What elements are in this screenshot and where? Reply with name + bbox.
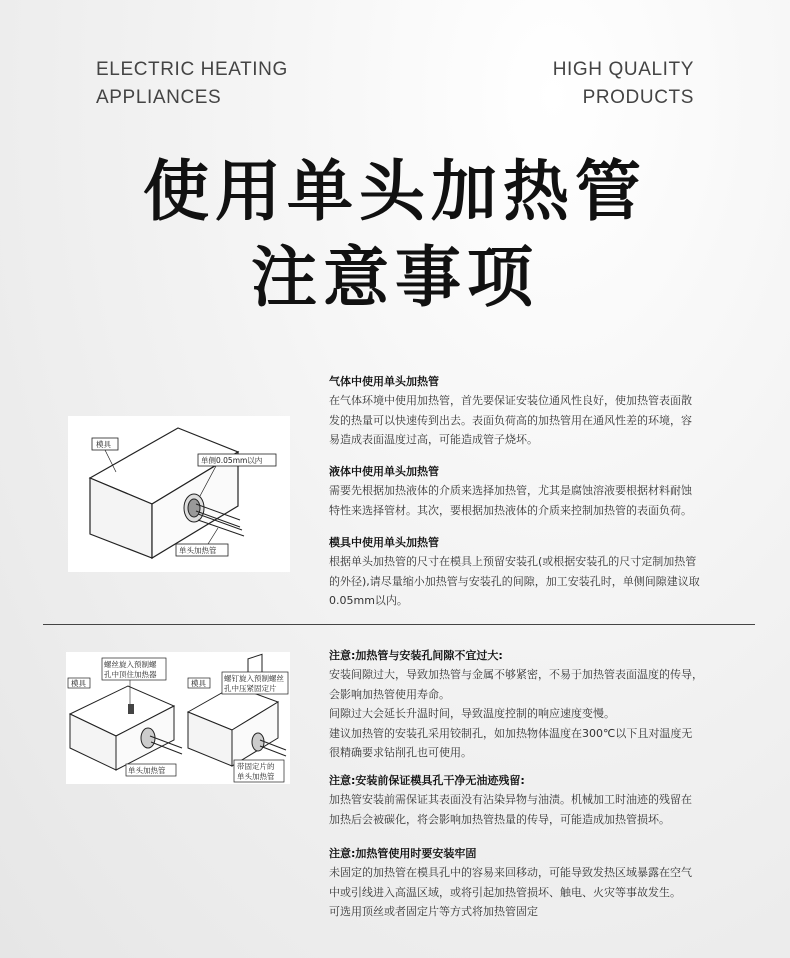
fixing-methods-diagram xyxy=(66,652,290,784)
section-gap-line: 间隙过大会延长升温时间，导致温度控制的响应速度变慢。 xyxy=(329,707,615,721)
section-gap-line: 会影响加热管使用寿命。 xyxy=(329,687,450,701)
section-mold-line: 的外径),请尽量缩小加热管与安装孔的间隙，加工安装孔时，单侧间隙建议取 xyxy=(329,574,700,588)
section-mold-heading: 模具中使用单头加热管 xyxy=(329,536,439,549)
section-liquid-line: 需要先根据加热液体的介质来选择加热管，尤其是腐蚀溶液要根据材料耐蚀 xyxy=(329,484,692,498)
page-title-line-1: 使用单头加热管 xyxy=(143,153,647,230)
header-left-tagline xyxy=(96,56,288,112)
header-right-tagline xyxy=(553,56,694,112)
section-gas-heading: 气体中使用单头加热管 xyxy=(329,375,439,388)
page-title-line-2: 注意事项 xyxy=(251,239,539,316)
diagram1-gap-label: 单侧0.05mm以内 xyxy=(201,456,263,465)
section-gap-line: 安装间隙过大，导致加热管与金属不够紧密，不易于加热管表面温度的传导， xyxy=(329,668,703,682)
header-left-line-2: APPLIANCES xyxy=(96,87,222,108)
section-clean-line: 加热后会被碳化，将会影响加热管热量的传导，可能造成加热管损坏。 xyxy=(329,812,670,826)
section-gas-line: 发的热量可以快速传到出去。表面负荷高的加热管用在通风性差的环境，容 xyxy=(329,413,692,427)
diagram2-mold-b-label: 模具 xyxy=(191,679,206,688)
diagram1-tube-label: 单头加热管 xyxy=(179,546,217,555)
section-gap-line: 建议加热管的安装孔采用铰制孔，如加热物体温度在300℃以下且对温度无 xyxy=(329,726,693,740)
diagram2-screw-b-label: 螺钉旋入预制螺丝 xyxy=(224,674,284,683)
section-gas-line: 在气体环境中使用加热管，首先要保证安装位通风性良好，使加热管表面散 xyxy=(329,394,692,408)
diagram2-screw-a-label: 孔中顶住加热器 xyxy=(104,670,157,679)
diagram2-plate-b-label: 带固定片的 xyxy=(237,762,275,771)
section-secure-line: 中或引线进入高温区域，或将引起加热管损坏、触电、火灾等事故发生。 xyxy=(329,885,681,899)
section-gap-warning xyxy=(329,646,739,762)
header-left-line-1: ELECTRIC HEATING xyxy=(96,59,288,80)
mold-tube-illustration xyxy=(68,416,290,572)
diagram2-screw-a-label: 螺丝旋入预制螺 xyxy=(104,660,157,669)
header-right-line-2: PRODUCTS xyxy=(582,87,694,108)
section-clean-warning xyxy=(329,771,739,829)
mold-tube-diagram xyxy=(68,416,290,572)
section-secure-warning xyxy=(329,844,739,922)
section-liquid-heading: 液体中使用单头加热管 xyxy=(329,465,439,478)
diagram2-plate-b-label: 单头加热管 xyxy=(237,772,275,781)
section-mold-line: 根据单头加热管的尺寸在模具上预留安装孔(或根据安装孔的尺寸定制加热管 xyxy=(329,555,697,569)
section-gas-line: 易造成表面温度过高，可能造成管子烧坏。 xyxy=(329,433,538,447)
diagram2-mold-a-label: 模具 xyxy=(71,679,86,688)
diagram2-tube-a-label: 单头加热管 xyxy=(128,766,166,775)
section-clean-heading: 注意:安装前保证模具孔干净无油迹残留: xyxy=(329,774,525,787)
section-clean-line: 加热管安装前需保证其表面没有沾染异物与油渍。机械加工时油迹的残留在 xyxy=(329,793,692,807)
section-secure-line: 未固定的加热管在模具孔中的容易来回移动，可能导致发热区域暴露在空气 xyxy=(329,866,692,880)
diagram1-mold-label: 模具 xyxy=(96,440,111,449)
section-secure-line: 可选用顶丝或者固定片等方式将加热管固定 xyxy=(329,905,538,919)
section-liquid-line: 特性来选择管材。其次，要根据加热液体的介质来控制加热管的表面负荷。 xyxy=(329,503,692,517)
fixing-methods-illustration xyxy=(66,652,290,784)
header-right-line-1: HIGH QUALITY xyxy=(552,59,694,80)
diagram2-screw-b-label: 孔中压紧固定片 xyxy=(224,684,277,693)
section-mold-line: 0.05mm以内。 xyxy=(329,594,408,608)
section-gas-usage xyxy=(329,372,739,450)
section-gap-heading: 注意:加热管与安装孔间隙不宜过大: xyxy=(329,649,503,662)
section-liquid-usage xyxy=(329,462,739,520)
section-mold-usage xyxy=(329,533,739,611)
section-gap-line: 很精确要求钻削孔也可使用。 xyxy=(329,746,472,760)
section-secure-heading: 注意:加热管使用时要安装牢固 xyxy=(329,847,477,860)
section-divider xyxy=(43,624,755,625)
